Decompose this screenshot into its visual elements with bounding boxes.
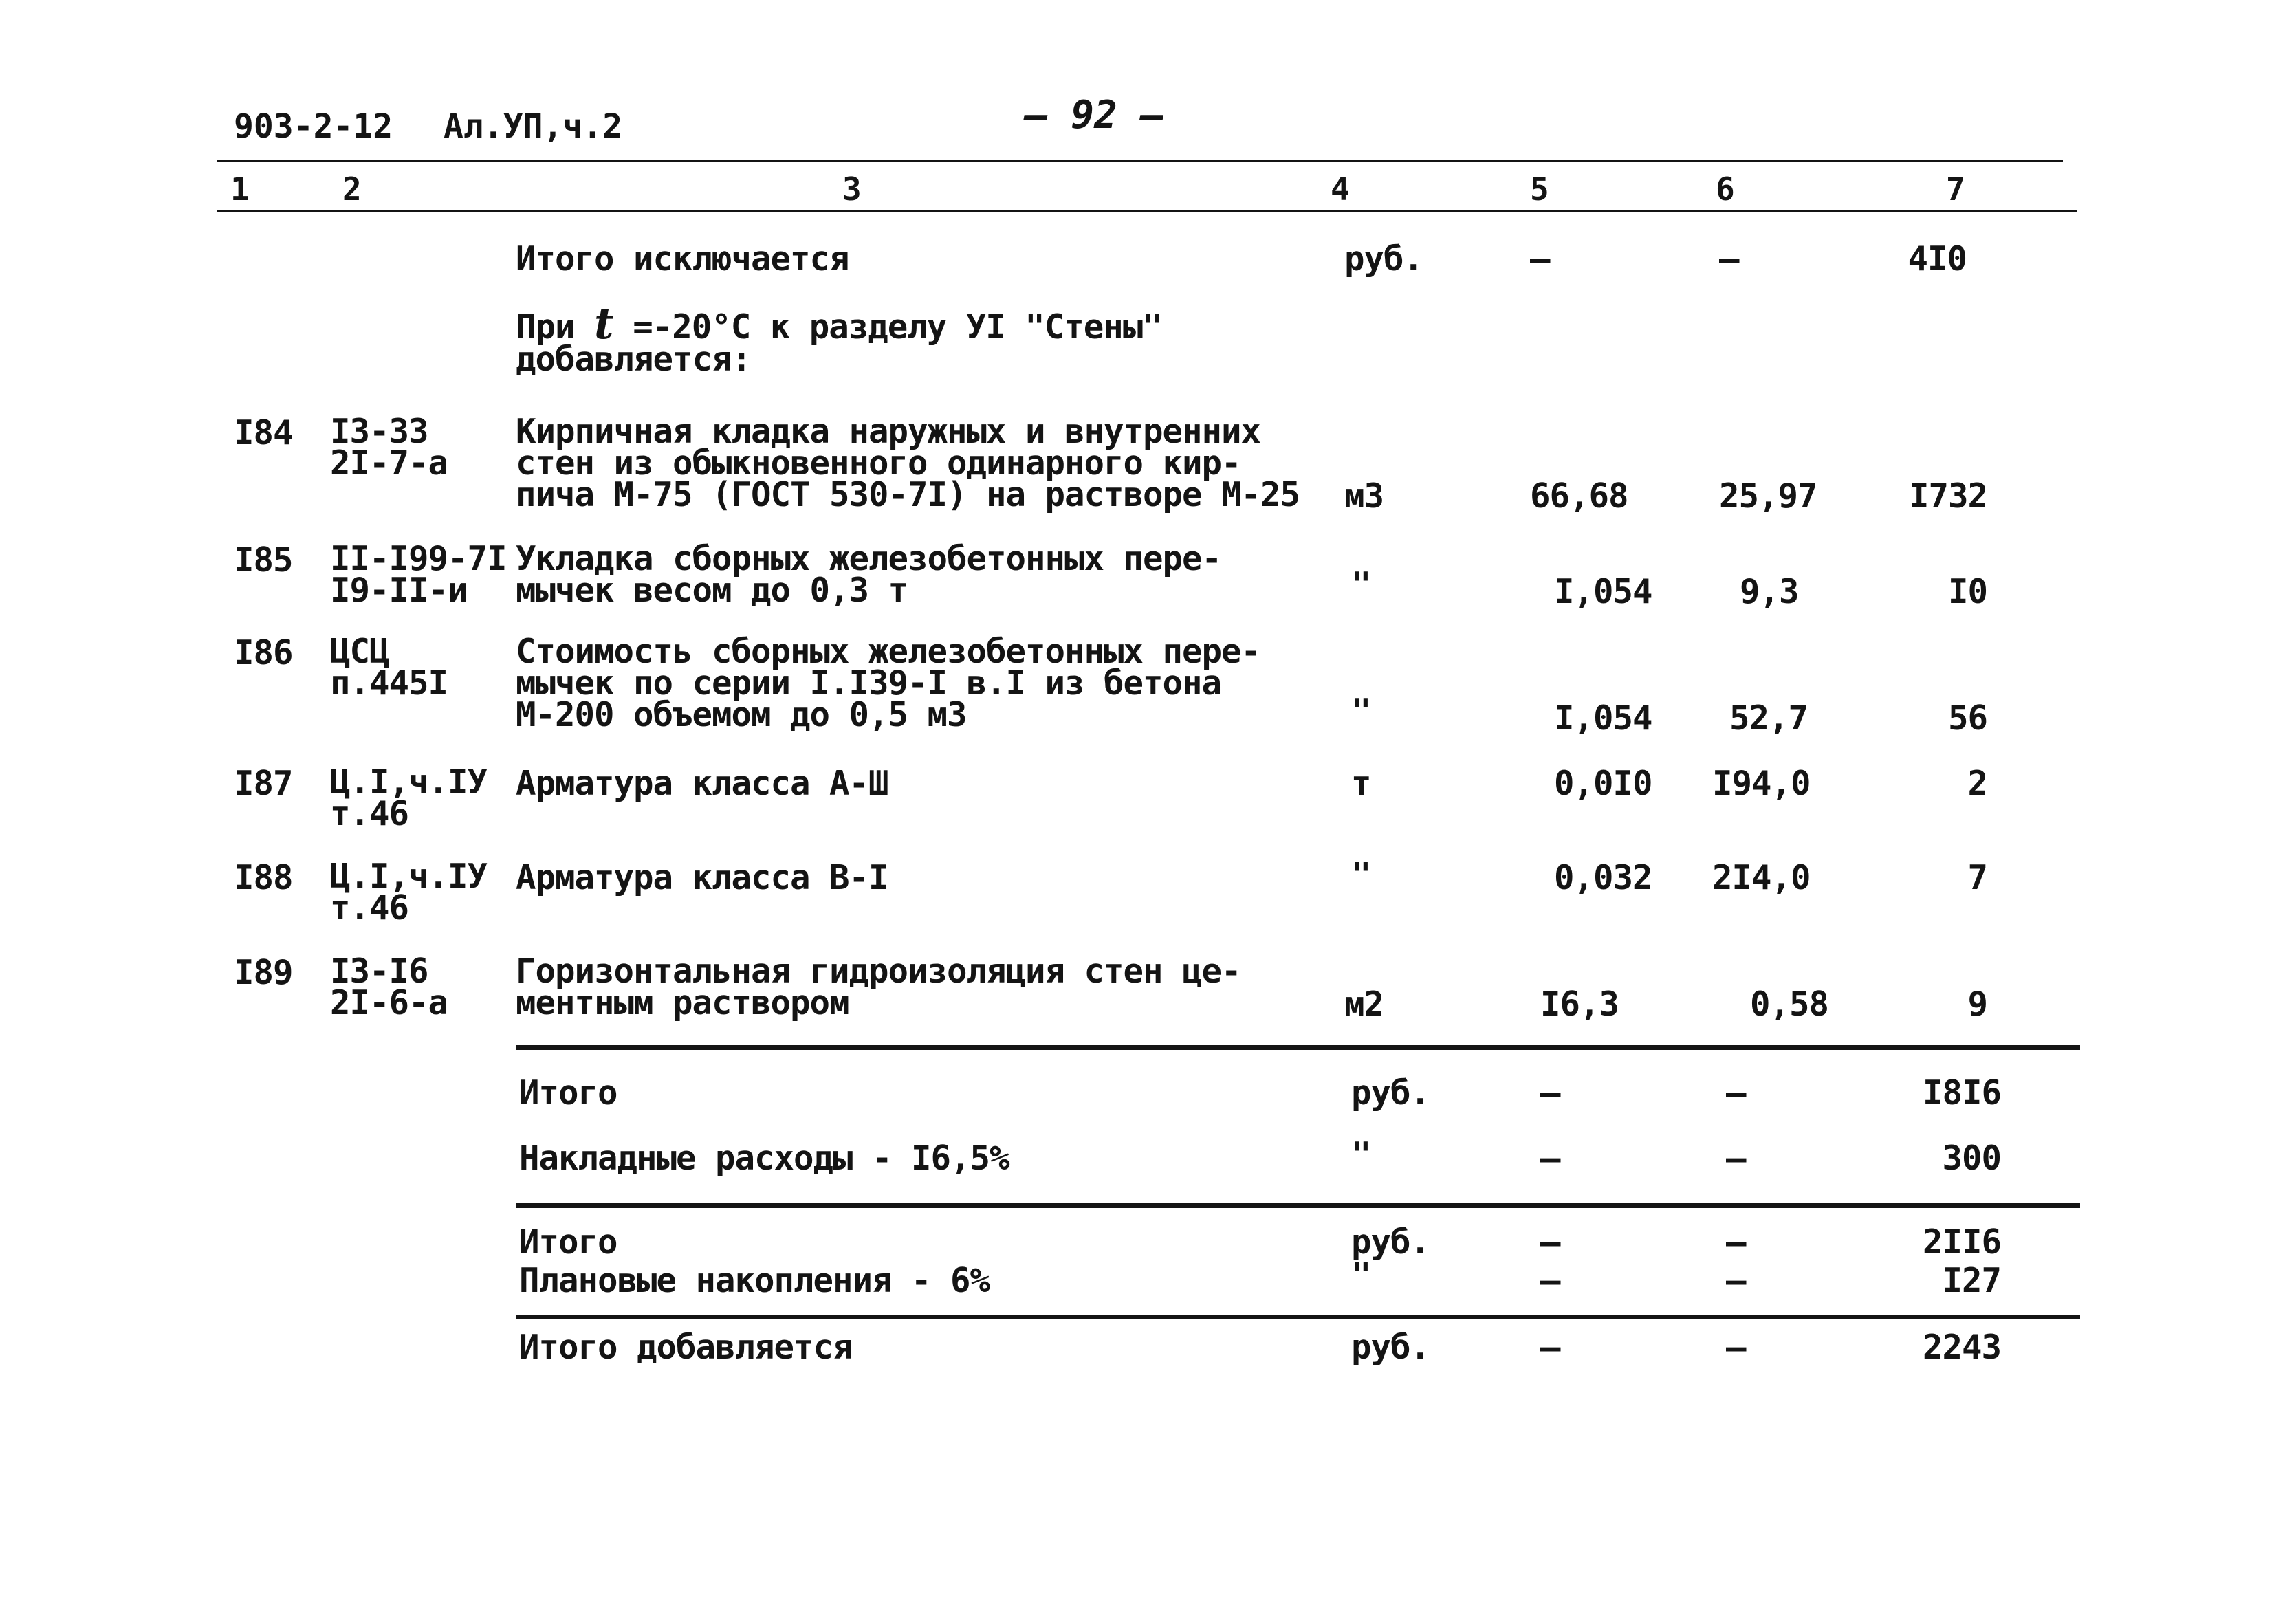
column-header-2: 2 xyxy=(342,171,362,208)
row-code: Ц.I,ч.IУ т.46 xyxy=(330,857,488,928)
excluded-total-label: Итого исключается xyxy=(516,239,849,278)
grand-total-price: – xyxy=(1726,1328,1746,1367)
row-unit: м2 xyxy=(1344,985,1384,1024)
row-total: I732 xyxy=(1908,476,1987,516)
row-num: I87 xyxy=(234,764,293,803)
planned-savings-unit: " xyxy=(1351,1255,1371,1295)
row-price: 25,97 xyxy=(1719,476,1817,516)
excluded-total-value: 4I0 xyxy=(1907,239,1967,278)
subtotal-2-qty: – xyxy=(1540,1222,1560,1262)
grand-total-label: Итого добавляется xyxy=(519,1328,853,1367)
planned-savings-value: I27 xyxy=(1942,1261,2001,1300)
row-description: Арматура класса А-Ш xyxy=(516,764,888,803)
row-code: II-I99-7I I9-II-и xyxy=(330,539,507,610)
grand-total-unit: руб. xyxy=(1351,1328,1430,1367)
subtotal-price: – xyxy=(1726,1073,1746,1112)
planned-savings-label: Плановые накопления - 6% xyxy=(519,1261,990,1300)
row-unit: " xyxy=(1351,692,1371,731)
page-number: – 92 – xyxy=(1025,93,1164,138)
column-header-1: 1 xyxy=(230,171,250,208)
row-unit: " xyxy=(1351,855,1371,895)
subtotal-2-value: 2II6 xyxy=(1922,1222,2001,1262)
subtotal-2-unit: руб. xyxy=(1351,1222,1430,1262)
row-description: Горизонтальная гидроизоляция стен це- ментным раствором xyxy=(516,952,1241,1022)
row-code: Ц.I,ч.IУ т.46 xyxy=(330,762,488,833)
excluded-total-unit: руб. xyxy=(1344,239,1423,278)
row-num: I85 xyxy=(234,540,293,580)
column-header-6: 6 xyxy=(1716,171,1735,208)
column-header-4: 4 xyxy=(1331,171,1350,208)
doc-code: 903-2-12 xyxy=(234,107,393,146)
subtotal-2-price: – xyxy=(1726,1222,1746,1262)
album-ref: Ал.УП,ч.2 xyxy=(444,107,623,146)
totals-rule xyxy=(516,1045,2080,1050)
overhead-unit: " xyxy=(1351,1135,1371,1174)
row-code: I3-I6 2I-6-а xyxy=(330,952,448,1022)
section-note-prefix: При xyxy=(516,307,575,347)
totals-rule-2 xyxy=(516,1203,2080,1208)
row-description: Стоимость сборных железобетонных пере- мычек по серии I.I39-I в.I из бетона М-200 объемом до 0,5 м3 xyxy=(516,632,1261,734)
row-quantity: I,054 xyxy=(1554,699,1652,738)
section-note-text: =-20°С к разделу УI "Стены" xyxy=(633,307,1162,347)
row-price: I94,0 xyxy=(1712,764,1811,803)
row-quantity: 0,0I0 xyxy=(1554,764,1652,803)
section-note xyxy=(516,298,1162,349)
row-price: 9,3 xyxy=(1740,572,1799,611)
temperature-symbol: t xyxy=(594,298,613,349)
row-price: 0,58 xyxy=(1750,985,1829,1024)
row-unit: т xyxy=(1351,764,1371,803)
row-unit: м3 xyxy=(1344,476,1384,516)
subtotal-label: Итого xyxy=(519,1073,617,1112)
planned-savings-price: – xyxy=(1726,1261,1746,1300)
row-total: 2 xyxy=(1967,764,1987,803)
row-price: 2I4,0 xyxy=(1712,858,1811,897)
row-code: I3-33 2I-7-а xyxy=(330,412,448,483)
row-quantity: I,054 xyxy=(1554,572,1652,611)
subtotal-2-label: Итого xyxy=(519,1222,617,1262)
subtotal-qty: – xyxy=(1540,1073,1560,1112)
excluded-total-qty: – xyxy=(1530,239,1550,278)
row-num: I88 xyxy=(234,858,293,897)
column-header-7: 7 xyxy=(1946,171,1965,208)
row-quantity: 66,68 xyxy=(1530,476,1628,516)
row-description: Кирпичная кладка наружных и внутренних стен из обыкновенного одинарного кир- пича М-75 (ГОСТ 530-7I) на растворе М-25 xyxy=(516,412,1300,514)
row-num: I86 xyxy=(234,633,293,672)
subtotal-value: I8I6 xyxy=(1922,1073,2001,1112)
subtotal-unit: руб. xyxy=(1351,1073,1430,1112)
row-description: Арматура класса В-I xyxy=(516,858,888,897)
overhead-value: 300 xyxy=(1942,1139,2001,1178)
totals-rule-3 xyxy=(516,1315,2080,1319)
column-header-3: 3 xyxy=(842,171,862,208)
row-quantity: I6,3 xyxy=(1540,985,1619,1024)
row-total: 56 xyxy=(1947,699,1987,738)
planned-savings-qty: – xyxy=(1540,1261,1560,1300)
column-header-5: 5 xyxy=(1530,171,1549,208)
row-code: ЦСЦ п.445I xyxy=(330,632,448,703)
row-price: 52,7 xyxy=(1729,699,1808,738)
row-total: 9 xyxy=(1967,985,1987,1024)
row-quantity: 0,032 xyxy=(1554,858,1652,897)
row-num: I89 xyxy=(234,953,293,992)
row-num: I84 xyxy=(234,413,293,452)
grand-total-value: 2243 xyxy=(1922,1328,2001,1367)
overhead-price: – xyxy=(1726,1139,1746,1178)
grand-total-qty: – xyxy=(1540,1328,1560,1367)
excluded-total-price: – xyxy=(1719,239,1739,278)
table-top-rule xyxy=(217,160,2063,162)
row-total: I0 xyxy=(1947,572,1987,611)
overhead-label: Накладные расходы - I6,5% xyxy=(519,1139,1009,1178)
row-total: 7 xyxy=(1967,858,1987,897)
row-unit: " xyxy=(1351,565,1371,604)
column-header-rule xyxy=(217,210,2077,212)
row-description: Укладка сборных железобетонных пере- мычек весом до 0,3 т xyxy=(516,539,1222,610)
section-note-line2: добавляется: xyxy=(516,340,752,379)
overhead-qty: – xyxy=(1540,1139,1560,1178)
